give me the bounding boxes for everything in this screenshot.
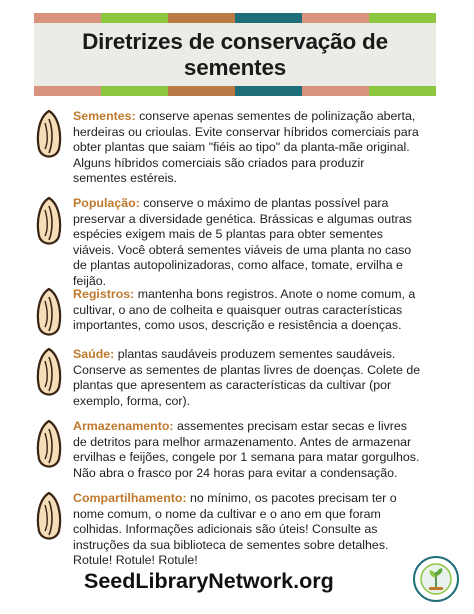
bar-segment <box>235 13 302 23</box>
guideline-body: conserve apenas sementes de polinização aberta, herdeiras ou crioulas. Evite conservar híbridos comerciais para obter plantas que saiam "fiéis ao tipo" da planta-mãe original. Alguns híbridos comerciais são criados para produzir sementes estéreis. <box>73 109 419 186</box>
title-banner <box>34 23 436 86</box>
bar-segment <box>369 13 436 23</box>
bar-segment <box>235 86 302 96</box>
guideline-body: mantenha bons registros. Anote o nome comum, a cultivar, o ano de colheita e quaisquer outras características importantes, como usos, descrição e resistência a doenças. <box>73 287 416 333</box>
bottom-color-bar <box>34 86 436 96</box>
guideline-body: assementes precisam estar secas e livres de detritos para melhor armazenamento. Antes de armazenar ervilhas e feijões, congele por 1 semana para matar gorgulhos. Não abra o frasco por 24 horas para evitar a condensação. <box>73 419 420 480</box>
bar-segment <box>34 13 101 23</box>
bar-segment <box>101 13 168 23</box>
top-color-bar <box>34 13 436 23</box>
bar-segment <box>302 86 369 96</box>
guideline-text <box>73 347 421 409</box>
guideline-body: conserve o máximo de plantas possível para preservar a diversidade genética. Brássicas e algumas outras espécies exigem mais de 5 plantas para obter sementes viáveis. Você obterá sementes viáveis de uma planta no caso de plantas autopolinizadoras, como alface, tomate, ervilha e feijão. <box>73 196 412 288</box>
guideline-text <box>73 419 421 481</box>
guideline-label: População: <box>73 196 140 210</box>
guideline-item <box>34 347 436 417</box>
bar-segment <box>34 86 101 96</box>
guideline-text <box>73 109 421 187</box>
bar-segment <box>369 86 436 96</box>
guideline-body: no mínimo, os pacotes precisam ter o nome comum, o nome da cultivar e o ano em que foram colhidas. Informações adicionais são úteis! Consulte as instruções da sua biblioteca de sementes sobre detalhes. Rotule! Rotule! Rotule! <box>73 491 397 568</box>
guideline-item <box>34 419 436 489</box>
guideline-label: Sementes: <box>73 109 136 123</box>
seed-icon <box>34 109 64 161</box>
bar-segment <box>101 86 168 96</box>
seed-icon <box>34 347 64 399</box>
guideline-item <box>34 109 436 186</box>
seed-icon <box>34 491 64 543</box>
guideline-body: plantas saudáveis produzem sementes saudáveis. Conserve as sementes de plantas livres de doenças. Colete de plantas que apresentem as características da cultivar (por exemplo, forma, cor). <box>73 347 421 408</box>
bar-segment <box>302 13 369 23</box>
guideline-item <box>34 491 436 568</box>
seed-icon <box>34 419 64 471</box>
guideline-text <box>73 287 421 334</box>
seed-icon <box>34 196 64 248</box>
guideline-label: Registros: <box>73 287 135 301</box>
guideline-text <box>73 491 421 569</box>
guideline-item <box>34 196 436 288</box>
guideline-label: Armazenamento: <box>73 419 174 433</box>
website-url[interactable]: SeedLibraryNetwork.org <box>84 569 334 593</box>
guideline-text <box>73 196 421 290</box>
seed-icon <box>34 287 64 339</box>
page-title: Diretrizes de conservação de sementes <box>82 28 388 80</box>
bar-segment <box>168 86 235 96</box>
seed-library-network-logo <box>412 555 460 603</box>
guideline-label: Saúde: <box>73 347 115 361</box>
bar-segment <box>168 13 235 23</box>
guideline-label: Compartilhamento: <box>73 491 187 505</box>
